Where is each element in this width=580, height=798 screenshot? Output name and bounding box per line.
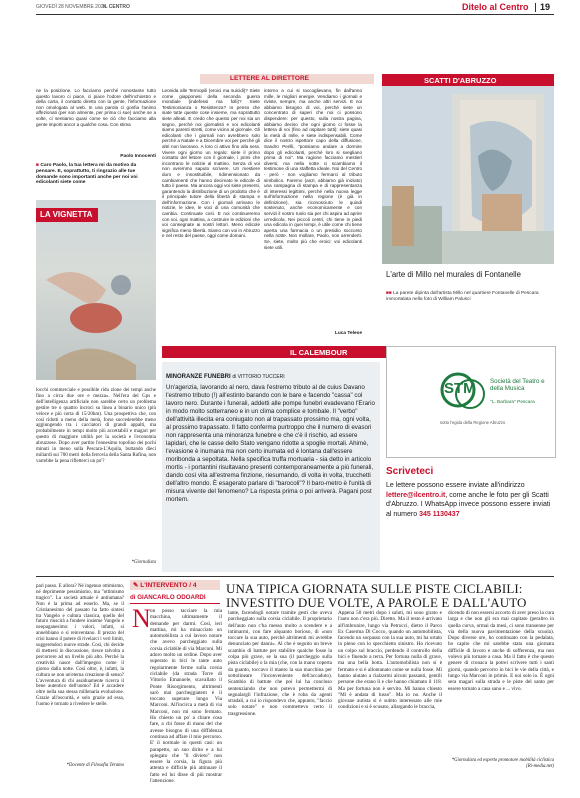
calembour-author: di VITTORIO TUCCERI xyxy=(232,374,285,380)
reply-intro-text: Caro Paolo, la tua lettera mi da motivo da pensare. E, soprattutto, ti ringrazio alle tue domande sono importanti anche per noi voi edicolanti siete come xyxy=(36,163,138,186)
intervento-bullet: ✎ xyxy=(133,582,141,589)
reply-bullet: ■ xyxy=(36,163,41,168)
scriveteci-title: Scriveteci xyxy=(386,466,434,477)
header-paper: IL CENTRO xyxy=(103,4,130,10)
intervento-title: UNA TIPICA GIORNATA SULLE PISTE CICLABILI: INVESTITO DUE VOLTE, A PAROLE E DALL'AUTO xyxy=(226,581,527,610)
scatti-caption xyxy=(386,291,554,303)
left-column-text: parì passo. E allora? Né ingenuo ottimismo, né deprimente pessimismo, ma "ottimismo tragico". La società attuale è antiumana? Non è la prima ad esserlo. Ma, se il Cristianesimo del passato ha fatto sintesi tra Vangelo e cultura classica, quello del futuro riuscirà a fondere insieme Vangelo e neopaganesimo: i valori, infatti, si annebbiano o si reinventano. Il prezzo del crisi hanno il potere di rivelarci i veri limiti, suggerendoci nuove strade. Così, chi decide di mettersi in discussione, riesce talvolta a percorrere ad un livello più alto. Perché la creatività nasce dall'impegno come il giorno dalla notte. Così oltre, è, infatti, la cultura se non un'eterna creazione di senso? L'avventura di chi assiduamente ricerca il bene autentico dell'uomo? Ed è accadere oltre nella sua stessa millenaria evoluzione. Grazie all'oscurità, e solo grazie ad essa, l'uomo è tornato a rivedere le stelle. xyxy=(36,584,124,708)
letters-kicker: LETTERE AL DIRETTORE xyxy=(230,75,309,82)
letter-col3-text: intorno a cui si raccoglievano, fin dall'anno mille, le migliori energie. Vendiamo i giornali e riviste, sempre, ma anche altri servizi. E noi abbiamo bisogno di voi, perché siete un concentrato di saperi che noi ci possono dispendere: per questo, sulla nostra pagina, abbiamo deciso che ogni giorno ci fosse la lettera di voi (fino ad ospitare tutti): siete quasi la metà di mille, e siete indispensabili. Come dice il nostro ispettore capo della diffusione, Sandro Perilli, "possiamo andare a dormire dopo gli edicolanti, perché loro si svegliano prima di noi". Ma ragione facciamo mestieri diversi, ma nella notte ci scambiamo il testimone di una staffetta ideale. Noi del Centro - però - non vogliamo fermarci al tributo simbolico. Faremo (anzi, abbiamo già iniziato) una campagna di stampa e di rappresentanza di interessi legittimi, perché nella nuova legge sull'informazione nella regione (è già in definizione), sia riconosciuto le quindi sostenuto, anche economicamente e con servizi il vostro ruolo sia per chi aspira ad aprire un'edicola. Nei piccoli centri, chi tiene in piedi una edicola in quei tempi, è utile come chi tiene aperta una farmacia o un presidio soccorso nella notte. Non mollare, Paolo, non arrenderti. Se, siete, molto più che eroici: voi edicolanti siete utili. xyxy=(264,88,362,250)
header-divider xyxy=(535,3,536,12)
intervento-col3: Appena 50 metri dopo i saluti, mi sono girato e l'auto non c'era più. Diretto. Ma il resto è arrivato all'imbrunire, lungo via Petrucci, dietro il Parco Ex Caserma Di Cocco, quando un automobilista, facendo un sorpasso con la sua auto, mi ha urtato in pieno con lo specchietto sinistro. Ho ricevuto un colpo sul braccio, perdendo il controllo della bici e finendo a terra. Per fortuna nulla di grave, ma una bella botta. L'automobilista non si è fermato e si è allontanato come se nulla fosse. Mi hanno aiutato a rialzarmi alcuni passanti, gentili persone che erano lì e che hanno chiamato il 118. Ma per fortuna non è servito. Mi hanno chiesto "Mi è andata di lusso". Ma io no. Anche il giovane autista si è subito interessato alle mie condizioni e si è scusato, allargando le braccia, xyxy=(338,610,442,711)
society-sub: "L. Barbara" Pescara xyxy=(490,400,535,405)
calembour-kicker: IL CALEMBOUR xyxy=(290,348,348,357)
intervento-col2: lante, facendogli notare tramite gesti che aveva parcheggiato sulla corsia ciclabile. Il proprietario dell'auto non c'ha messo molto a scendere e a intimarmi, con fare alquanto borioso, di «non toccare la sua auto, perché altrimenti mi avrebbe denunciato per danni». Al che è seguito un breve scambio di battute per stabilire qualche fosse la colpa più grave, se la sua (il parcheggio sulla pista ciclabile) o la mia (che, con la mano coperta da guanto, toccavo il manto la sua macchina per sottolineare l'inconveniente dell'accaduto). Scambio di battute che poi lui ha concluso sentenziando che non potevo permettermi di segnalargli l'infrazione, che è roba da agenti stradali, a cui io rispondevo che, appunto, "faccio solo notare" e non commettevo certo il trasgressione. xyxy=(228,610,332,717)
reply-intro xyxy=(36,163,156,193)
scatti-bullet: ■■ xyxy=(386,291,394,296)
society-name: Società del Teatro e della Musica xyxy=(490,378,545,393)
scatti-photo xyxy=(382,86,554,264)
letter-col1-text: ne la posizione. Lo facciamo perché nonostante tutto questo lavoro ci piace, ci piace l'odore dell'inchiostro e della carta, il contatto diretto con la gente, l'informazione non omologata al web. In una parola ci gonfia l'animo affezionati (per son almente, per prima ci sue) anche se a volte, ci sentiamo quasi come se ciò che facciamo alla gente importi ancor a qualche cosa. Con stima xyxy=(36,88,156,127)
left-letter-signature: *Giornalista xyxy=(131,560,156,565)
intervento-col4: dicendo di non essersi accorto di aver preso la cura larga e che non gli era mai capitato (peraltro in quella curva, ormai da mesi, ci sono transenne per via della nuova pavimentazione della scuola). Dopo diverse ore, ho continuato con la pedalata, ho capito che mi sarebbe stata una giornata difficile di lavoro e anche di sofferenza, ma non volevo più tornare a casa. Ma il fatto è che questo genere di cronaca la potrei scrivere tutti i santi giorni, quando percorro in bici le vie della città, e lungo via Marconi in primis. E noi solo io. È ogni sera magari sulla strada e le piste del santo per essere tornato a casa sano e ... vivo. xyxy=(448,610,554,692)
calembour-title: MINORANZE FUNEBRI xyxy=(166,374,231,380)
scriveteci-line2: , come anche le foto per gli Scatti d'Abruzzo. I WhatsApp invece possono essere inviati al numero xyxy=(386,491,551,518)
intervento-kicker-text: L'INTERVENTO / 4 xyxy=(140,582,197,589)
calembour-head xyxy=(166,374,376,380)
letters-kicker-box xyxy=(200,74,374,84)
intervento-signature: *Giornalista ed esperto promotore mobilità ciclistica (Ri-media.net) xyxy=(451,758,554,769)
section-rule xyxy=(36,576,554,577)
calembour-text: Un'agenzia, lavorando al nero, dava l'estremo tributo al de cuius Davano l'estremo tributo (!) all'estinto barando con le bare e facendo "cassa" col lavoro nero. Durante i funerali, addetti alle pompe funebri evadevano l'Erario in modo molto sotterraneo e in un clima complice e tombale. Il "verbo" dell'attività illecita era coniugato non al trapassato prossimo ma, ogni volta, al prossimo trapassato. Il fatto conferma purtroppo che il numero di evasori non rappresenta una minoranza funebre e che c'è il rischio, ad essere lapidari, che le casse dello Stato vengano ridotte a spoglie mortali. Ahimè, l'evasione è inumana ma non certo inumata ed è lontana dall'essere moribonda a sepoltata. Nella specifica truffa mortuaria - sia detto in articolo mortis - i portantini risultavano presenti contemporaneamente a più funerali, dando così vita all'estrema finzione, riesumando, di volta in volta, trucchetti dell'altro mondo. È esagerato parlare di "barocoli"? Il baro-metro è l'unità di misura vivente del fenomeno? La risposta prima o poi arriverà. Pagani post mortem. xyxy=(166,384,375,503)
scriveteci-text xyxy=(386,481,554,519)
society-logo: STM xyxy=(444,380,476,397)
page-header xyxy=(0,0,580,14)
intervento-col1: on posso tacciare la mia macchina, ultimamente il demande per darmi. Così, ieri mattina, mi ha minacciato un automobilista a cui lavoro notare che avevo parcheggiato sulla corsia ciclabile di via Marconi. Mi adoro molto un ordine. Dopo aver superato in bici le tante auto regolarmente ferme sulla corsia ciclabile (da strada Torre di Vittorio Emanuele, scavallato il Ponte Risorgimento, altrimenti sarò mai parcheggiatem è il toccato superare lungo Via Marconi. All'incirca a metà di via Marconi, non mi sono fermato. Ho chiesto un po' a chiare cosa fare, a chi fosse di mano del che avesse bisogno di una diffidenza continua ad affare il mio percorso. E' il normale in questi casi: un parapetto, un suo dirito e a lui spiegato che "il divieto" non essere la corsia, la figura più attenta e difficile più attinuare il fatto ed lui disse di più mostrar l'attenzione. xyxy=(150,608,222,785)
society-tag: sotto l'egida della Regione Abruzzo xyxy=(440,420,506,425)
letter-col3-signature: Luca Telese xyxy=(334,331,362,336)
left-column-signature: *Docente di Filosofia Teramo xyxy=(66,763,124,768)
vignetta-illustration xyxy=(36,240,156,380)
scatti-kicker: SCATTI D'ABRUZZO xyxy=(424,76,497,85)
left-letter-text: locchi commerciale e possibile ridu zione dei tempi anche fino a circa due ore e mezza». Nell'era del Gps e dell'intelligenza artificiale non sarebbe certo un problema gestire tre o quattro incroci su linea a binario unico (più veloce e più corta di 15/20km). Una prospettiva che, con così ridotti a meno della metà, forse succederebbe meno aggiungendo tra i cacciatori di grandi appalti, ma probabilmente in tempi molto più accettabili e magari per questo di maggiore utilità per la società e l'economia abruzzese. Dopo aver partito l'ennesimo topolino dei pochi minuti in meno sulla Pescara-L'Aquila, buttando dieci miliardi sui 700 metri della ferrovia della Santa Rufina, non varrebbe la pena rifletterci un po'? xyxy=(36,388,156,464)
header-date: GIOVEDÌ 28 NOVEMBRE 2024 xyxy=(36,4,107,10)
scriveteci-email[interactable]: lettere@ilcentro.it xyxy=(386,491,446,499)
intervento-author: di GIANCARLO ODOARDI xyxy=(130,594,206,601)
letter-col2-text: Leonida alle Termopili (eroici ma suicidi)? Siete come giapponesi della seconda guerra mondiale (indefessi ma folli)? Siete Testimonianza o Resistenza? Io penso che siate tutte queste cose insieme, ma soprattutto siete alleati. E credo che questo per noi sia un segno, perché noi giornalisti e voi edicolanti siamo parenti stretti, come vicino al giornale. Gli edicolanti che i giornali non avrebbero solo perché a Natale e a Dicembre voi per perché gli altri non lavorano. A loro ci attivo fino alla sera. Vivere ogni giorno un regalo: siete il primo contatto del lettore con il giornale, i primi che incontrano le notizie al mattino. Senza di voi non avremmo saputo scrivere. Un mestiere duro e insostituibile, ridimensionato da cambiamenti che hanno decimato le edicole di tutto il paese. Ma ancora oggi voi siete presenti, garantendo la distribuzione di un prodotto che è il principale tutore della libertà di stampa e dell'informazione. Con i giornali arrivano le notizie, le idee, le voci di una comunità che cambia. Continuate così. E noi continueremo con voi, ogni mattina, a costruire le edizioni che voi consegnate ai nostri lettori. Meno edicole significa meno libertà. Siamo con voi in Abruzzo e nel resto del paese, oggi come domani. xyxy=(162,88,260,239)
letter-col1-signature: Paolo Innocenti xyxy=(120,154,156,159)
page-number: 19 xyxy=(540,2,551,12)
intervento-dropcap: N xyxy=(132,604,151,633)
scatti-caption-text: La parete dipinta dall'artista Millo nel quartiere Fontanelle di Pescara immortalata nella foto di William Palusci xyxy=(386,291,539,302)
header-rule xyxy=(36,14,554,15)
vignetta-label: LA VIGNETTA xyxy=(40,210,93,219)
scatti-title: L'arte di Millo nel murales di Fontanelle xyxy=(386,270,521,279)
header-section: Ditelo al Centro xyxy=(462,2,529,12)
scriveteci-line1: Le lettere possono essere inviate all'indirizzo xyxy=(386,482,525,489)
vignetta-image xyxy=(36,200,156,380)
intervento-kicker xyxy=(133,581,196,589)
scriveteci-phone[interactable]: 345 1130437 xyxy=(419,510,460,518)
